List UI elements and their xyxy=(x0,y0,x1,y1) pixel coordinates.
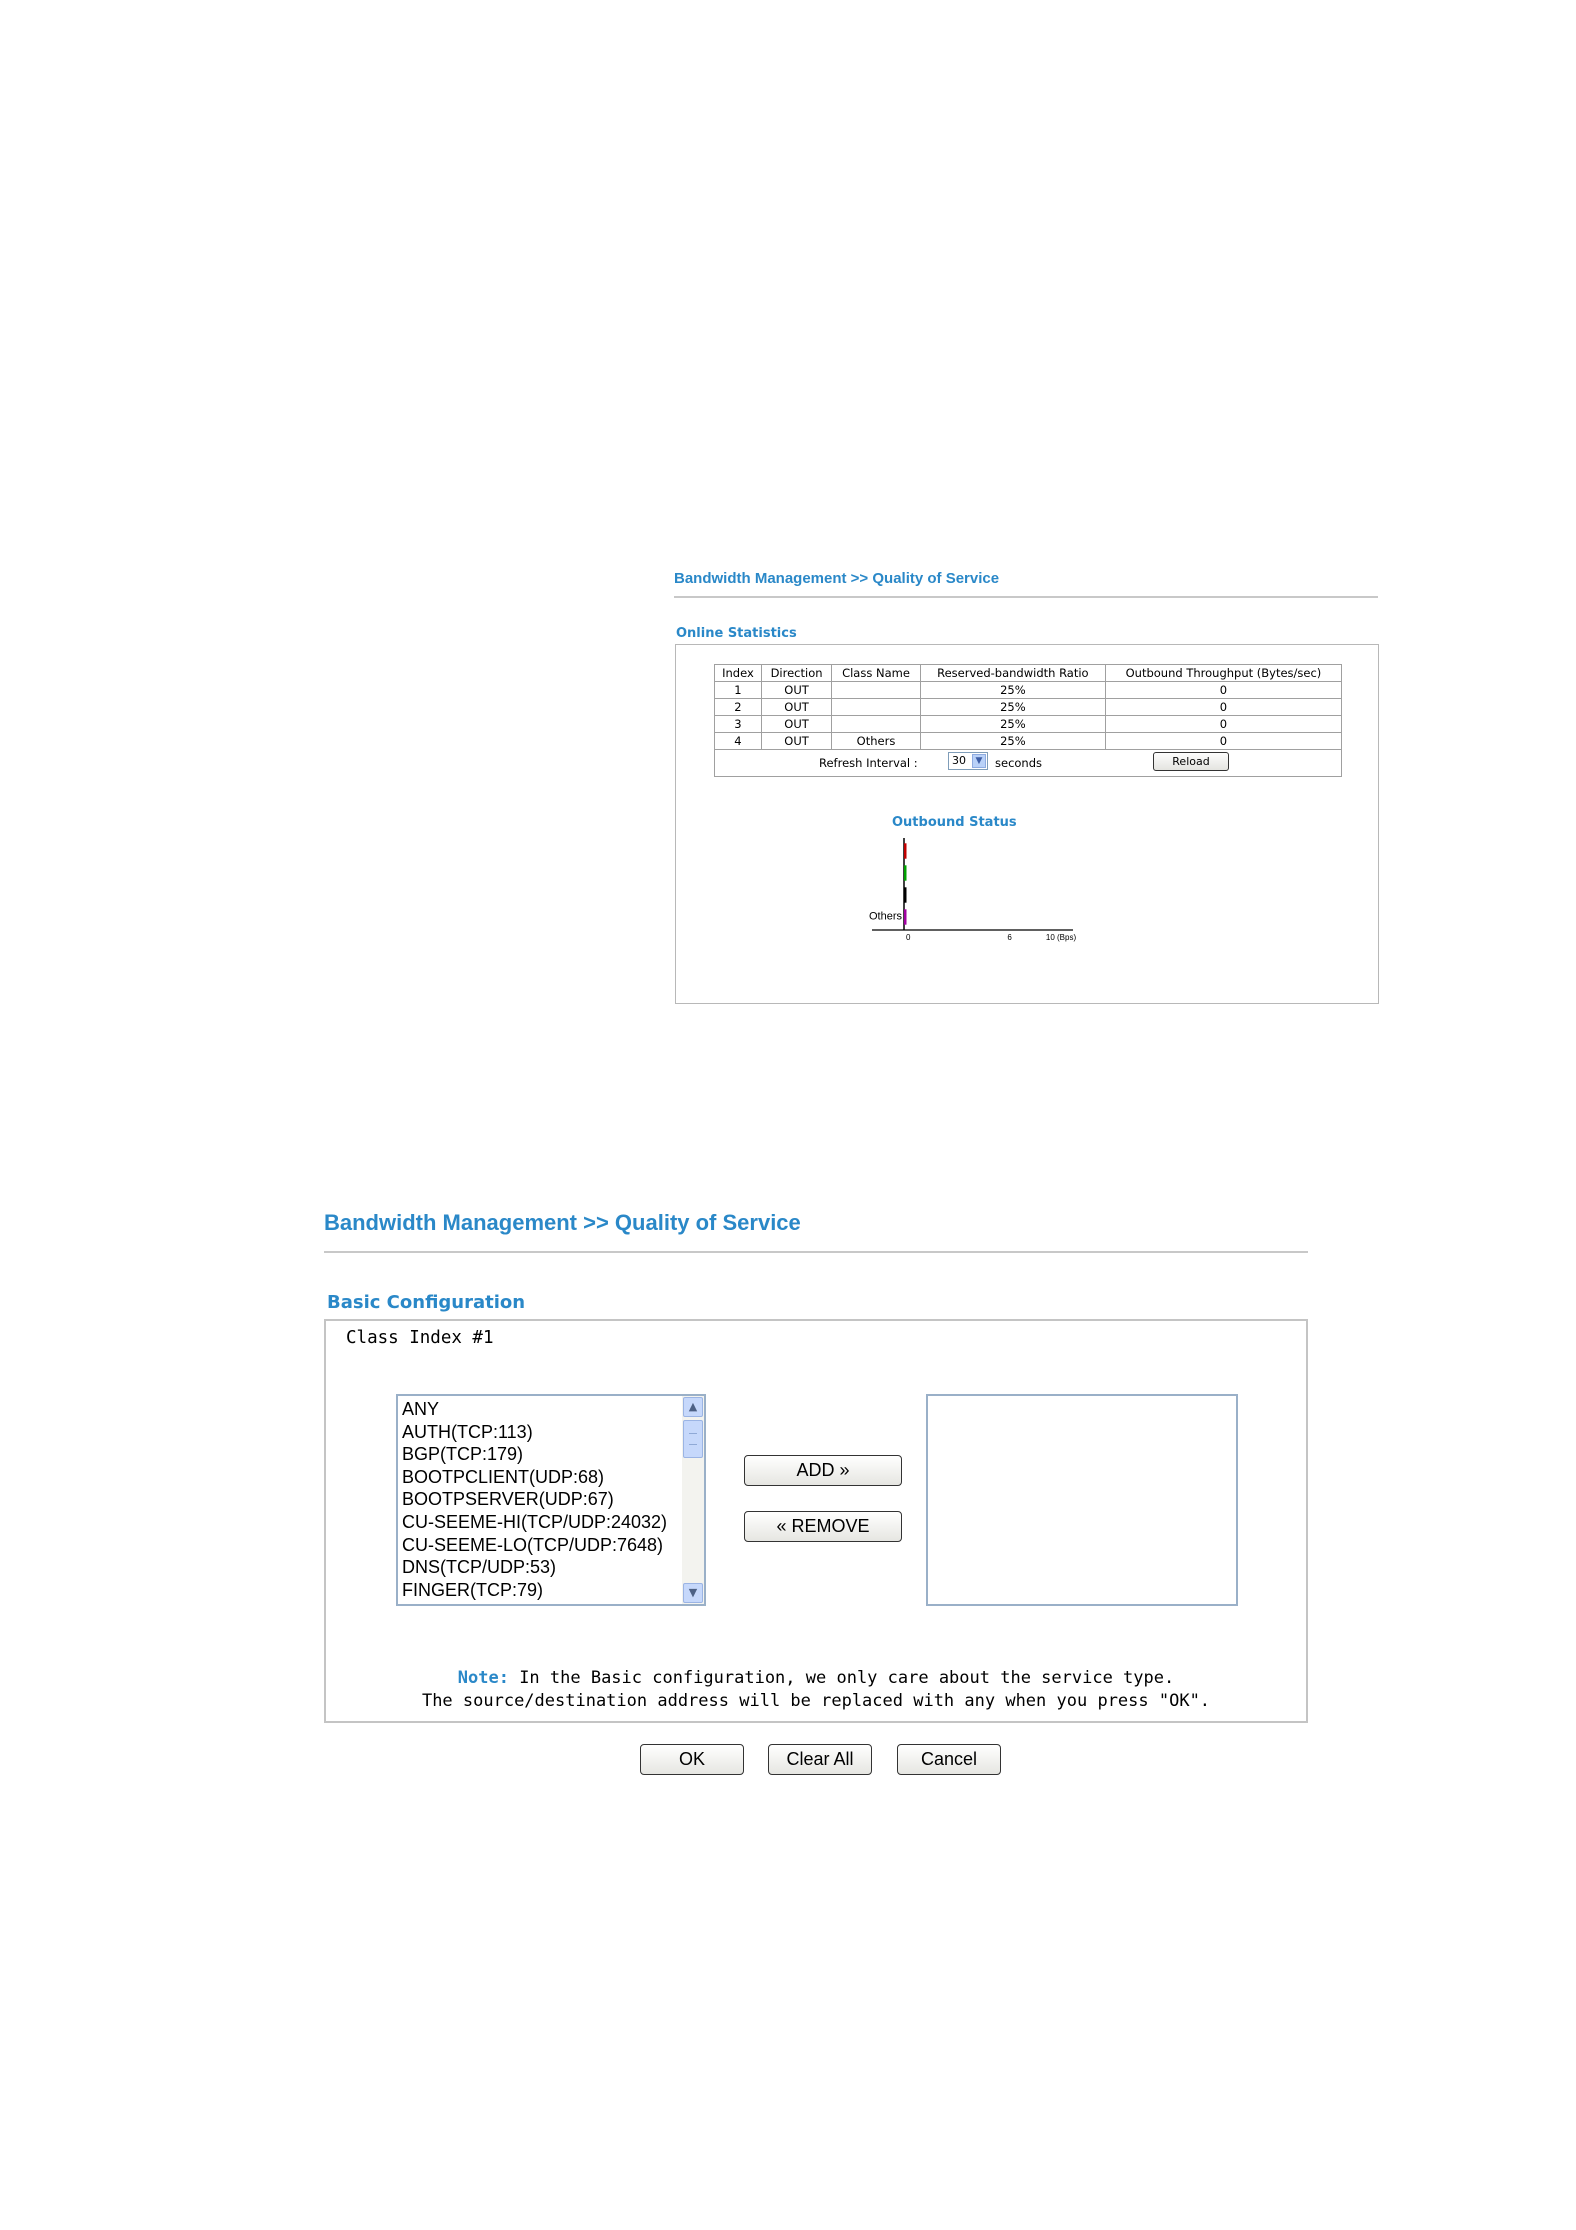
list-item[interactable]: BGP(TCP:179) xyxy=(402,1444,524,1465)
refresh-interval-select[interactable] xyxy=(948,752,988,770)
statistics-table xyxy=(714,664,1342,777)
cell-ratio: 25% xyxy=(920,716,1105,733)
title-divider xyxy=(674,596,1378,598)
online-statistics-screenshot xyxy=(672,566,1382,1016)
table-row xyxy=(715,716,1342,733)
clear-all-button[interactable]: Clear All xyxy=(768,1744,872,1775)
note-line-1-text: In the Basic configuration, we only care about the service type. xyxy=(508,1668,1175,1688)
refresh-cell xyxy=(715,750,1342,777)
cell-direction: OUT xyxy=(761,733,831,750)
x-tick-label: 10 (Bps) xyxy=(1045,933,1077,942)
list-item[interactable]: ANY xyxy=(402,1399,440,1419)
cell-class-name xyxy=(832,699,921,716)
add-button[interactable]: ADD » xyxy=(744,1455,902,1486)
list-item[interactable]: CU-SEEME-HI(TCP/UDP:24032) xyxy=(402,1511,668,1532)
column-header-direction: Direction xyxy=(761,665,831,682)
bar xyxy=(904,843,907,858)
cell-index: 3 xyxy=(715,716,762,733)
cell-index: 2 xyxy=(715,699,762,716)
cell-throughput: 0 xyxy=(1105,716,1341,733)
cell-class-name xyxy=(832,716,921,733)
list-item[interactable]: BOOTPCLIENT(UDP:68) xyxy=(402,1466,605,1487)
reload-button[interactable]: Reload xyxy=(1153,752,1229,771)
column-header-class-name: Class Name xyxy=(832,665,921,682)
list-item[interactable]: CU-SEEME-LO(TCP/UDP:7648) xyxy=(402,1534,664,1555)
cell-throughput: 0 xyxy=(1105,733,1341,750)
cell-index: 1 xyxy=(715,682,762,699)
cell-direction: OUT xyxy=(761,699,831,716)
outbound-status-chart xyxy=(856,830,1096,990)
cell-class-name xyxy=(832,682,921,699)
basic-configuration-panel xyxy=(324,1319,1308,1723)
list-item[interactable]: AUTH(TCP:113) xyxy=(402,1421,533,1442)
refresh-interval-value: 30 xyxy=(952,754,966,767)
refresh-row xyxy=(715,750,1342,777)
note-line-2: The source/destination address will be replaced with any when you press "OK". xyxy=(421,1691,1211,1711)
list-item[interactable]: DNS(TCP/UDP:53) xyxy=(402,1557,557,1578)
refresh-interval-unit: seconds xyxy=(995,756,1043,770)
class-index-label: Class Index #1 xyxy=(346,1328,494,1348)
note-text xyxy=(326,1667,1306,1713)
bar xyxy=(904,909,907,924)
note-line-1 xyxy=(326,1667,1306,1690)
category-label: Others xyxy=(868,910,902,923)
service-type-listbox[interactable] xyxy=(396,1394,706,1606)
page-title: Bandwidth Management >> Quality of Service xyxy=(674,570,1000,587)
online-statistics-panel xyxy=(675,644,1379,1004)
ok-button[interactable]: OK xyxy=(640,1744,744,1775)
refresh-interval-label: Refresh Interval : xyxy=(819,756,918,770)
basic-configuration-screenshot xyxy=(320,1198,1310,1798)
section-title-online-statistics: Online Statistics xyxy=(676,626,797,641)
cell-direction: OUT xyxy=(761,716,831,733)
cell-throughput: 0 xyxy=(1105,682,1341,699)
listbox-scrollbar[interactable] xyxy=(682,1396,704,1604)
section-title-basic-configuration: Basic Configuration xyxy=(327,1292,526,1313)
column-header-reserved-ratio: Reserved-bandwidth Ratio xyxy=(920,665,1105,682)
cell-class-name: Others xyxy=(832,733,921,750)
title-divider xyxy=(324,1251,1308,1253)
chevron-up-icon[interactable]: ▲ xyxy=(683,1397,703,1417)
chevron-down-icon[interactable]: ▼ xyxy=(683,1583,703,1603)
remove-button[interactable]: « REMOVE xyxy=(744,1511,902,1542)
cell-ratio: 25% xyxy=(920,699,1105,716)
list-item[interactable]: FINGER(TCP:79) xyxy=(402,1579,544,1600)
table-row xyxy=(715,699,1342,716)
page-title: Bandwidth Management >> Quality of Service xyxy=(324,1210,801,1235)
list-item[interactable]: BOOTPSERVER(UDP:67) xyxy=(402,1489,614,1510)
table-row xyxy=(715,733,1342,750)
cancel-button[interactable]: Cancel xyxy=(897,1744,1001,1775)
table-row xyxy=(715,682,1342,699)
chart-title-outbound-status: Outbound Status xyxy=(892,815,1017,830)
cell-index: 4 xyxy=(715,733,762,750)
service-type-items xyxy=(402,1398,667,1601)
cell-ratio: 25% xyxy=(920,682,1105,699)
chevron-down-icon[interactable]: ▼ xyxy=(972,754,986,768)
column-header-outbound-throughput: Outbound Throughput (Bytes/sec) xyxy=(1105,665,1341,682)
cell-throughput: 0 xyxy=(1105,699,1341,716)
cell-ratio: 25% xyxy=(920,733,1105,750)
x-tick-label: 6 xyxy=(1007,933,1012,942)
bar xyxy=(904,887,907,902)
cell-direction: OUT xyxy=(761,682,831,699)
x-tick-label: 0 xyxy=(906,933,911,942)
scrollbar-thumb[interactable] xyxy=(683,1420,703,1458)
bar xyxy=(904,865,907,880)
selected-services-listbox[interactable] xyxy=(926,1394,1238,1606)
table-header-row xyxy=(715,665,1342,682)
column-header-index: Index xyxy=(715,665,762,682)
note-label: Note: xyxy=(457,1668,509,1688)
